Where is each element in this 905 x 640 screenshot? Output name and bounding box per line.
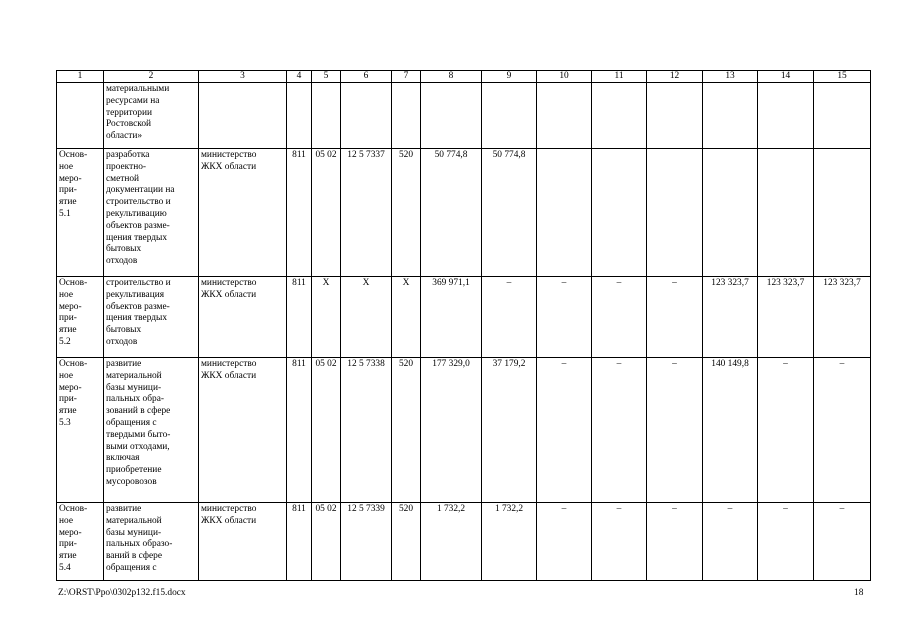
year-amount <box>814 149 871 277</box>
activity-name: разработка проектно- сметной документации на строительство и рекультивацию объектов разме- щения твердых бытовых отходов <box>104 149 199 277</box>
column-number: 9 <box>482 71 537 83</box>
table-row <box>57 358 871 503</box>
year-amount: – <box>647 503 703 581</box>
year-amount: 1 732,2 <box>482 503 537 581</box>
grbs-code: 811 <box>287 358 312 503</box>
column-number: 7 <box>392 71 421 83</box>
csr-code: 12 5 7339 <box>341 503 392 581</box>
total-amount: 177 329,0 <box>421 358 482 503</box>
year-amount: 140 149,8 <box>703 358 758 503</box>
vr-code: 520 <box>392 358 421 503</box>
year-amount: 123 323,7 <box>814 277 871 358</box>
total-amount: 369 971,1 <box>421 277 482 358</box>
year-amount <box>537 149 592 277</box>
activity-name: развитие материальной базы муници- пальных образо- ваний в сфере обращения с <box>104 503 199 581</box>
column-number: 12 <box>647 71 703 83</box>
file-path-footer: Z:\ORST\Ppo\0302p132.f15.docx <box>58 588 186 598</box>
year-amount: – <box>703 503 758 581</box>
total-amount: 1 732,2 <box>421 503 482 581</box>
column-number: 2 <box>104 71 199 83</box>
column-number: 15 <box>814 71 871 83</box>
column-number: 1 <box>57 71 104 83</box>
grbs-code: 811 <box>287 149 312 277</box>
continued-activity-name: материальными ресурсами на территории Ростовской области» <box>104 83 199 149</box>
csr-code: 12 5 7337 <box>341 149 392 277</box>
vr-code: 520 <box>392 149 421 277</box>
year-amount: – <box>537 277 592 358</box>
rzpr-code: 05 02 <box>312 149 341 277</box>
column-number: 6 <box>341 71 392 83</box>
year-amount: 37 179,2 <box>482 358 537 503</box>
column-number: 8 <box>421 71 482 83</box>
year-amount: – <box>814 503 871 581</box>
csr-code: Х <box>341 277 392 358</box>
year-amount: – <box>647 358 703 503</box>
table-row <box>57 149 871 277</box>
year-amount: – <box>814 358 871 503</box>
year-amount: – <box>647 277 703 358</box>
activity-label: Основ- ное меро- при- ятие 5.4 <box>57 503 104 581</box>
year-amount: – <box>592 358 647 503</box>
rzpr-code: Х <box>312 277 341 358</box>
activity-label: Основ- ное меро- при- ятие 5.2 <box>57 277 104 358</box>
year-amount: 123 323,7 <box>703 277 758 358</box>
year-amount: – <box>758 503 814 581</box>
table-row <box>57 503 871 581</box>
year-amount: 123 323,7 <box>758 277 814 358</box>
column-number: 10 <box>537 71 592 83</box>
year-amount: – <box>592 503 647 581</box>
year-amount: – <box>758 358 814 503</box>
grbs-code: 811 <box>287 503 312 581</box>
table-row <box>57 277 871 358</box>
column-number: 13 <box>703 71 758 83</box>
year-amount: – <box>537 503 592 581</box>
activity-label: Основ- ное меро- при- ятие 5.3 <box>57 358 104 503</box>
continuation-row <box>57 83 871 149</box>
grbs-code: 811 <box>287 277 312 358</box>
year-amount <box>647 149 703 277</box>
year-amount <box>758 149 814 277</box>
column-number: 3 <box>199 71 287 83</box>
column-number: 11 <box>592 71 647 83</box>
activity-name: строительство и рекультивация объектов разме- щения твердых бытовых отходов <box>104 277 199 358</box>
column-number: 5 <box>312 71 341 83</box>
page-number: 18 <box>854 588 864 598</box>
total-amount: 50 774,8 <box>421 149 482 277</box>
program-table <box>56 70 871 581</box>
activity-label: Основ- ное меро- при- ятие 5.1 <box>57 149 104 277</box>
rzpr-code: 05 02 <box>312 503 341 581</box>
executor: министерство ЖКХ области <box>199 149 287 277</box>
column-number: 4 <box>287 71 312 83</box>
column-number: 14 <box>758 71 814 83</box>
executor: министерство ЖКХ области <box>199 358 287 503</box>
year-amount: 50 774,8 <box>482 149 537 277</box>
year-amount: – <box>537 358 592 503</box>
year-amount <box>592 149 647 277</box>
csr-code: 12 5 7338 <box>341 358 392 503</box>
executor: министерство ЖКХ области <box>199 503 287 581</box>
activity-name: развитие материальной базы муници- пальных обра- зований в сфере обращения с твердыми быто- выми отходами, включая приобретение мусоровозов <box>104 358 199 503</box>
executor: министерство ЖКХ области <box>199 277 287 358</box>
year-amount: – <box>592 277 647 358</box>
rzpr-code: 05 02 <box>312 358 341 503</box>
vr-code: Х <box>392 277 421 358</box>
year-amount: – <box>482 277 537 358</box>
year-amount <box>703 149 758 277</box>
vr-code: 520 <box>392 503 421 581</box>
column-number-row <box>57 71 871 83</box>
